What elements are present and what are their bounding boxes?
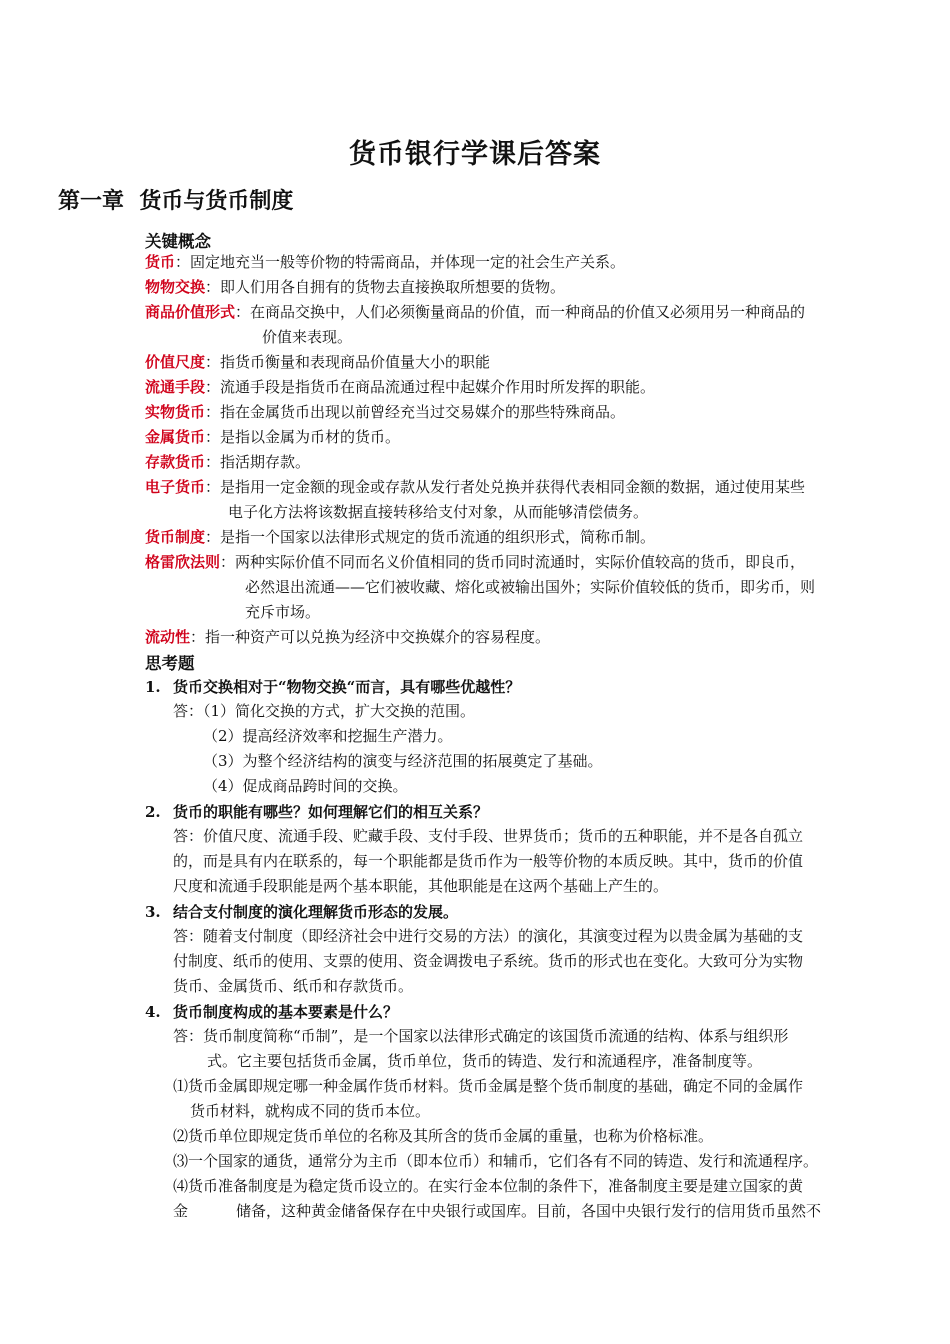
- question-1: 1. 货币交换相对于“物物交换“而言，具有哪些优越性？: [145, 678, 521, 696]
- concept-term: 流通手段: [145, 378, 206, 396]
- concept-definition: 两种实际价值不同而名义价值相同的货币同时流通时，实际价值较高的货币，即良币，: [235, 553, 806, 571]
- concept-definition: 即人们用各自拥有的货物去直接换取所想要的货物。: [220, 278, 566, 296]
- concept-definition: 是指一个国家以法律形式规定的货币流通的组织形式，简称币制。: [220, 528, 656, 546]
- concept-term: 货币: [145, 253, 176, 271]
- concept-term: 流动性: [145, 628, 191, 646]
- concept-item: 金属货币：是指以金属为币材的货币。: [145, 428, 401, 446]
- question-text: 货币制度构成的基本要素是什么？: [173, 1003, 399, 1021]
- concept-item: 实物货币：指在金属货币出现以前曾经充当过交易媒介的那些特殊商品。: [145, 403, 626, 421]
- answer-line: 答：价值尺度、流通手段、贮藏手段、支付手段、世界货币；货币的五种职能，并不是各自孤立: [173, 827, 804, 845]
- answer-line: ⑷货币准备制度是为稳定货币设立的。在实行金本位制的条件下，准备制度主要是建立国家的黄: [173, 1177, 804, 1195]
- question-2: 2. 货币的职能有哪些？如何理解它们的相互关系？: [145, 803, 489, 821]
- concept-item: 流动性：指一种资产可以兑换为经济中交换媒介的容易程度。: [145, 628, 551, 646]
- answer-line: 的，而是具有内在联系的，每一个职能都是货币作为一般等价物的本质反映。其中，货币的价值: [173, 852, 804, 870]
- answer-line: ⑴货币金属即规定哪一种金属作货币材料。货币金属是整个货币制度的基础，确定不同的金属作: [173, 1077, 804, 1095]
- concept-term: 价值尺度: [145, 353, 206, 371]
- answer-line: ⑶一个国家的通货，通常分为主币（即本位币）和辅币，它们各有不同的铸造、发行和流通程序。: [173, 1152, 819, 1170]
- concept-term: 格雷欣法则: [145, 553, 221, 571]
- concept-item: 流通手段：流通手段是指货币在商品流通过程中起媒介作用时所发挥的职能。: [145, 378, 656, 396]
- concept-definition-continued: 价值来表现。: [262, 328, 353, 346]
- question-text: 结合支付制度的演化理解货币形态的发展。: [173, 903, 459, 921]
- section-heading-concepts: 关键概念: [145, 232, 211, 251]
- question-text: 货币的职能有哪些？如何理解它们的相互关系？: [173, 803, 489, 821]
- answer-line: ⑵货币单位即规定货币单位的名称及其所含的货币金属的重量，也称为价格标准。: [173, 1127, 714, 1145]
- concept-definition-continued: 电子化方法将该数据直接转移给支付对象，从而能够清偿债务。: [228, 503, 649, 521]
- concept-item: 电子货币：是指用一定金额的现金或存款从发行者处兑换并获得代表相同金额的数据，通过使用某些: [145, 478, 806, 496]
- concept-term: 商品价值形式: [145, 303, 236, 321]
- concept-definition: 指在金属货币出现以前曾经充当过交易媒介的那些特殊商品。: [220, 403, 626, 421]
- concept-item: 物物交换：即人们用各自拥有的货物去直接换取所想要的货物。: [145, 278, 566, 296]
- chapter-heading: 第一章 货币与货币制度: [58, 188, 294, 214]
- answer-line: 金: [173, 1202, 189, 1220]
- section-heading-questions: 思考题: [145, 654, 195, 673]
- question-3: 3. 结合支付制度的演化理解货币形态的发展。: [145, 903, 459, 921]
- answer-line: 储备，这种黄金储备保存在中央银行或国库。目前，各国中央银行发行的信用货币虽然不: [236, 1202, 822, 1220]
- concept-term: 物物交换: [145, 278, 206, 296]
- document-title: 货币银行学课后答案: [349, 139, 601, 170]
- concept-definition: 指货币衡量和表现商品价值量大小的职能: [220, 353, 491, 371]
- concept-definition: 指一种资产可以兑换为经济中交换媒介的容易程度。: [205, 628, 551, 646]
- concept-term: 金属货币: [145, 428, 206, 446]
- answer-line: （2）提高经济效率和挖掘生产潜力。: [203, 727, 453, 745]
- concept-definition: 固定地充当一般等价物的特需商品，并体现一定的社会生产关系。: [190, 253, 626, 271]
- concept-definition: 流通手段是指货币在商品流通过程中起媒介作用时所发挥的职能。: [220, 378, 656, 396]
- concept-definition: 在商品交换中，人们必须衡量商品的价值，而一种商品的价值又必须用另一种商品的: [250, 303, 806, 321]
- answer-line: 付制度、纸币的使用、支票的使用、资金调拨电子系统。货币的形式也在变化。大致可分为实物: [173, 952, 804, 970]
- answer-line: 答：（1）简化交换的方式，扩大交换的范围。: [173, 702, 476, 720]
- concept-item: 价值尺度：指货币衡量和表现商品价值量大小的职能: [145, 353, 491, 371]
- question-text: 货币交换相对于“物物交换“而言，具有哪些优越性？: [173, 678, 521, 696]
- answer-line: 答：随着支付制度（即经济社会中进行交易的方法）的演化，其演变过程为以贵金属为基础的支: [173, 927, 804, 945]
- concept-term: 存款货币: [145, 453, 206, 471]
- concept-item: 货币制度：是指一个国家以法律形式规定的货币流通的组织形式，简称币制。: [145, 528, 656, 546]
- concept-term: 货币制度: [145, 528, 206, 546]
- answer-line: 尺度和流通手段职能是两个基本职能，其他职能是在这两个基础上产生的。: [173, 877, 669, 895]
- concept-term: 实物货币: [145, 403, 206, 421]
- question-4: 4. 货币制度构成的基本要素是什么？: [145, 1003, 399, 1021]
- answer-line: 货币材料，就构成不同的货币本位。: [190, 1102, 431, 1120]
- answer-line: （4）促成商品跨时间的交换。: [203, 777, 408, 795]
- answer-line: （3）为整个经济结构的演变与经济范围的拓展奠定了基础。: [203, 752, 603, 770]
- concept-definition-continued: 充斥市场。: [245, 603, 321, 621]
- concept-definition: 是指用一定金额的现金或存款从发行者处兑换并获得代表相同金额的数据，通过使用某些: [220, 478, 806, 496]
- concept-item: 格雷欣法则：两种实际价值不同而名义价值相同的货币同时流通时，实际价值较高的货币，即良币，: [145, 553, 806, 571]
- concept-term: 电子货币: [145, 478, 206, 496]
- concept-definition: 是指以金属为币材的货币。: [220, 428, 401, 446]
- answer-line: 答：货币制度简称“币制”，是一个国家以法律形式确定的该国货币流通的结构、体系与组织形: [173, 1027, 789, 1045]
- answer-line: 式。它主要包括货币金属，货币单位，货币的铸造、发行和流通程序，准备制度等。: [207, 1052, 763, 1070]
- concept-definition: 指活期存款。: [220, 453, 311, 471]
- concept-item: 货币：固定地充当一般等价物的特需商品，并体现一定的社会生产关系。: [145, 253, 626, 271]
- concept-item: 商品价值形式：在商品交换中，人们必须衡量商品的价值，而一种商品的价值又必须用另一种商品的: [145, 303, 806, 321]
- concept-item: 存款货币：指活期存款。: [145, 453, 311, 471]
- answer-line: 货币、金属货币、纸币和存款货币。: [173, 977, 414, 995]
- concept-definition-continued: 必然退出流通——它们被收藏、熔化或被输出国外；实际价值较低的货币，即劣币，则: [245, 578, 816, 596]
